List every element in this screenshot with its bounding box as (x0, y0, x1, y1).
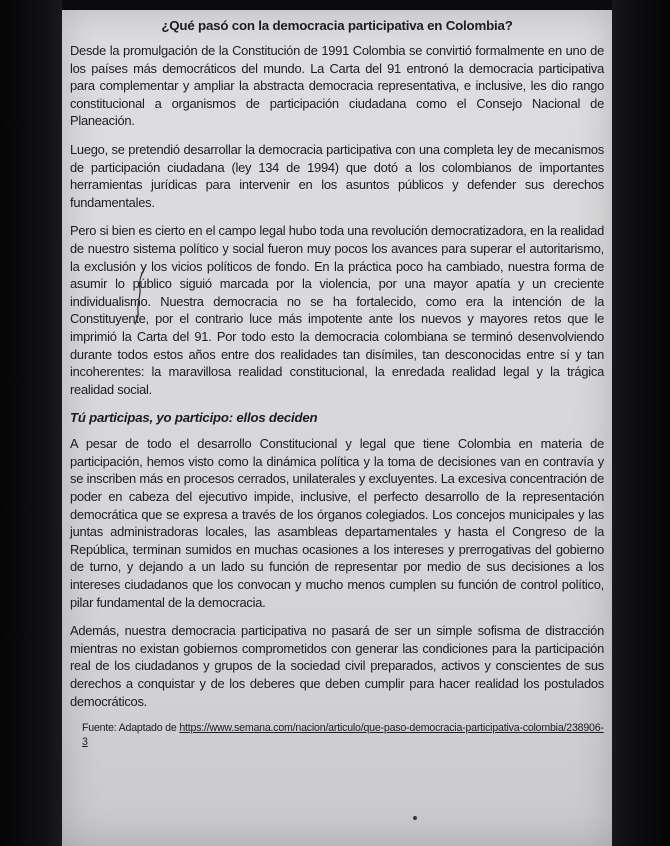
paragraph-5: Además, nuestra democracia participativa no pasará de ser un simple sofisma de distracción mientras no existan gobiernos comprometidos con generar las condiciones para la participación real de los ciudadanos y grupos de la sociedad civil preparados, activos y conscientes de sus derechos a conquistar y de los deberes que deben cumplir para hacer realidad los postulados democráticos. (70, 623, 604, 709)
paragraph-4: A pesar de todo el desarrollo Constitucional y legal que tiene Colombia en materia de participación, hemos visto como la dinámica política y la toma de decisiones van en contravía y se inscriben más en procesos cerrados, unilaterales y excluyentes. La excesiva concentración de poder en cabeza del ejecutivo impide, inclusive, el perfecto desarrollo de la representación democrática que se expresa a través de los órganos colegiados. Los concejos municipales y las juntas administradoras locales, las asambleas departamentales y hasta el Congreso de la República, terminan sumidos en muchas ocasiones a los intereses y prerrogativas del gobierno de turno, y dejando a un lado su función de representar por medio de sus decisiones a los intereses ciudadanos que los convocan y mucho menos cumplen su función de control político, pilar fundamental de la democracia. (70, 436, 604, 610)
article-title: ¿Qué pasó con la democracia participativa en Colombia? (161, 18, 513, 33)
article-body (70, 16, 604, 749)
screen-bezel-right (612, 0, 670, 846)
paragraph-3: Pero si bien es cierto en el campo legal hubo toda una revolución democratizadora, en la realidad de nuestro sistema político y social fueron muy pocos los avances para superar el autoritarismo, la exclusión y los vicios políticos de fondo. En la práctica poco ha cambiado, nuestra forma de asumir lo público siguió marcada por la violencia, por una mayor apatía y un creciente individualismo. Nuestra democracia no se ha fortalecido, como era la intención de la Constituyente, por el contrario luce más impotente ante los nuevos y mayores retos que le imprimió la Carta del 91. Por todo esto la democracia colombiana se terminó desenvolviendo durante todos estos años entre dos realidades tan disímiles, tan desconocidas entre sí y tan incoherentes: la maravillosa realidad constitucional, la enredada realidad legal y la trágica realidad social. (70, 223, 604, 397)
source-citation (70, 721, 604, 749)
document-page (62, 10, 612, 846)
source-link[interactable]: https://www.semana.com/nacion/articulo/que-paso-democracia-participativa-colombia/238906-3 (82, 722, 604, 749)
paragraph-2: Luego, se pretendió desarrollar la democracia participativa con una completa ley de mecanismos de participación ciudadana (ley 134 de 1994) que dotó a los colombianos de importantes herramientas jurídicas para intervenir en los asuntos públicos y defender sus derechos fundamentales. (70, 141, 604, 210)
section-subheading: Tú participas, yo participo: ellos deciden (70, 410, 318, 426)
screen-bezel-left (0, 0, 62, 846)
paragraph-1: Desde la promulgación de la Constitución de 1991 Colombia se convirtió formalmente en uno de los países más democráticos del mundo. La Carta del 91 entronó la democracia participativa para complementar y ampliar la abstracta democracia representativa, e inclusive, les dio rango constitucional a organismos de participación ciudadana como el Consejo Nacional de Planeación. (70, 43, 604, 129)
paper-speck (413, 816, 417, 820)
source-prefix: Fuente: Adaptado de (82, 722, 180, 735)
